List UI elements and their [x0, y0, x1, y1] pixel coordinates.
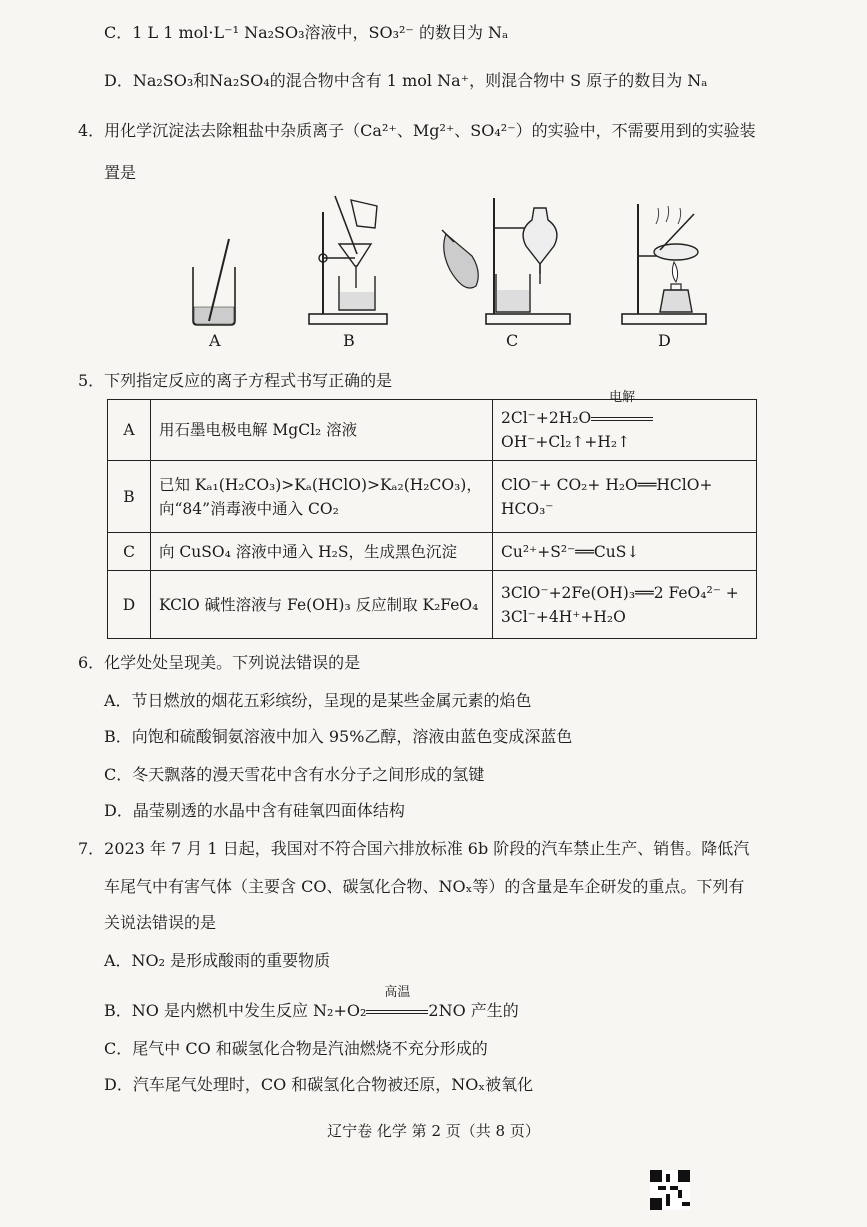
apparatus-d-evaporation	[620, 200, 710, 327]
q3-option-d: D．Na₂SO₃和Na₂SO₄的混合物中含有 1 mol Na⁺，则混合物中 S 原子的数目为 Nₐ	[104, 71, 708, 90]
table-row	[108, 400, 757, 461]
qr-code-icon	[650, 1170, 690, 1210]
apparatus-a-beaker	[185, 235, 245, 327]
q7-option-b: B．NO 是内燃机中发生反应 N₂+O₂ 高温 2NO 产生的	[104, 985, 519, 1020]
table-row	[108, 533, 757, 571]
q4-stem: 4．用化学沉淀法去除粗盐中杂质离子（Ca²⁺、Mg²⁺、SO₄²⁻）的实验中，不需要用到的实验装	[78, 121, 756, 140]
row-key: B	[108, 461, 151, 533]
q7-option-a: A．NO₂ 是形成酸雨的重要物质	[104, 951, 331, 970]
q5-stem: 5．下列指定反应的离子方程式书写正确的是	[78, 371, 393, 390]
apparatus-a-label: A	[209, 331, 221, 350]
q6-option-a: A．节日燃放的烟花五彩缤纷，呈现的是某些金属元素的焰色	[104, 691, 532, 710]
row-key: A	[108, 400, 151, 461]
row-key: D	[108, 571, 151, 639]
q4-stem-cont: 置是	[104, 163, 137, 182]
row-equation: Cu²⁺+S²⁻══CuS↓	[493, 533, 757, 571]
row-description: 用石墨电极电解 MgCl₂ 溶液	[151, 400, 493, 461]
q6-option-b: B．向饱和硫酸铜氨溶液中加入 95%乙醇，溶液由蓝色变成深蓝色	[104, 727, 573, 746]
row-description: KClO 碱性溶液与 Fe(OH)₃ 反应制取 K₂FeO₄	[151, 571, 493, 639]
apparatus-c-separatory-funnel	[436, 190, 576, 327]
row-equation: 3ClO⁻+2Fe(OH)₃══2 FeO₄²⁻ + 3Cl⁻+4H⁺+H₂O	[493, 571, 757, 639]
q6-stem: 6．化学处处呈现美。下列说法错误的是	[78, 653, 361, 672]
q7-stem-line3: 关说法错误的是	[104, 913, 217, 932]
q7-option-c: C．尾气中 CO 和碳氢化合物是汽油燃烧不充分形成的	[104, 1039, 488, 1058]
q7-stem-line2: 车尾气中有害气体（主要含 CO、碳氢化合物、NOₓ等）的含量是车企研发的重点。下列有	[104, 877, 745, 896]
table-row	[108, 461, 757, 533]
apparatus-c-label: C	[506, 331, 519, 350]
q7-stem-line1: 7．2023 年 7 月 1 日起，我国对不符合国六排放标准 6b 阶段的汽车禁止生产、销售。降低汽	[78, 839, 750, 858]
table-row	[108, 571, 757, 639]
row-equation: ClO⁻+ CO₂+ H₂O══HClO+ HCO₃⁻	[493, 461, 757, 533]
q3-option-c: C．1 L 1 mol·L⁻¹ Na₂SO₃溶液中，SO₃²⁻ 的数目为 Nₐ	[104, 23, 509, 42]
apparatus-d-label: D	[658, 331, 671, 350]
row-description: 向 CuSO₄ 溶液中通入 H₂S，生成黑色沉淀	[151, 533, 493, 571]
row-equation: 2Cl⁻+2H₂O 电解 OH⁻+Cl₂↑+H₂↑	[493, 400, 757, 461]
q5-equation-table	[107, 390, 757, 639]
row-key: C	[108, 533, 151, 571]
row-description: 已知 Kₐ₁(H₂CO₃)>Kₐ(HClO)>Kₐ₂(H₂CO₃)，向“84”消毒液中通入 CO₂	[151, 461, 493, 533]
q6-option-d: D．晶莹剔透的水晶中含有硅氧四面体结构	[104, 801, 405, 820]
q6-option-c: C．冬天飘落的漫天雪花中含有水分子之间形成的氢键	[104, 765, 485, 784]
q7-option-d: D．汽车尾气处理时，CO 和碳氢化合物被还原，NOₓ被氧化	[104, 1075, 534, 1094]
page-footer: 辽宁卷 化学 第 2 页（共 8 页）	[327, 1122, 540, 1140]
apparatus-b-filtration	[305, 192, 395, 327]
apparatus-b-label: B	[343, 331, 355, 350]
